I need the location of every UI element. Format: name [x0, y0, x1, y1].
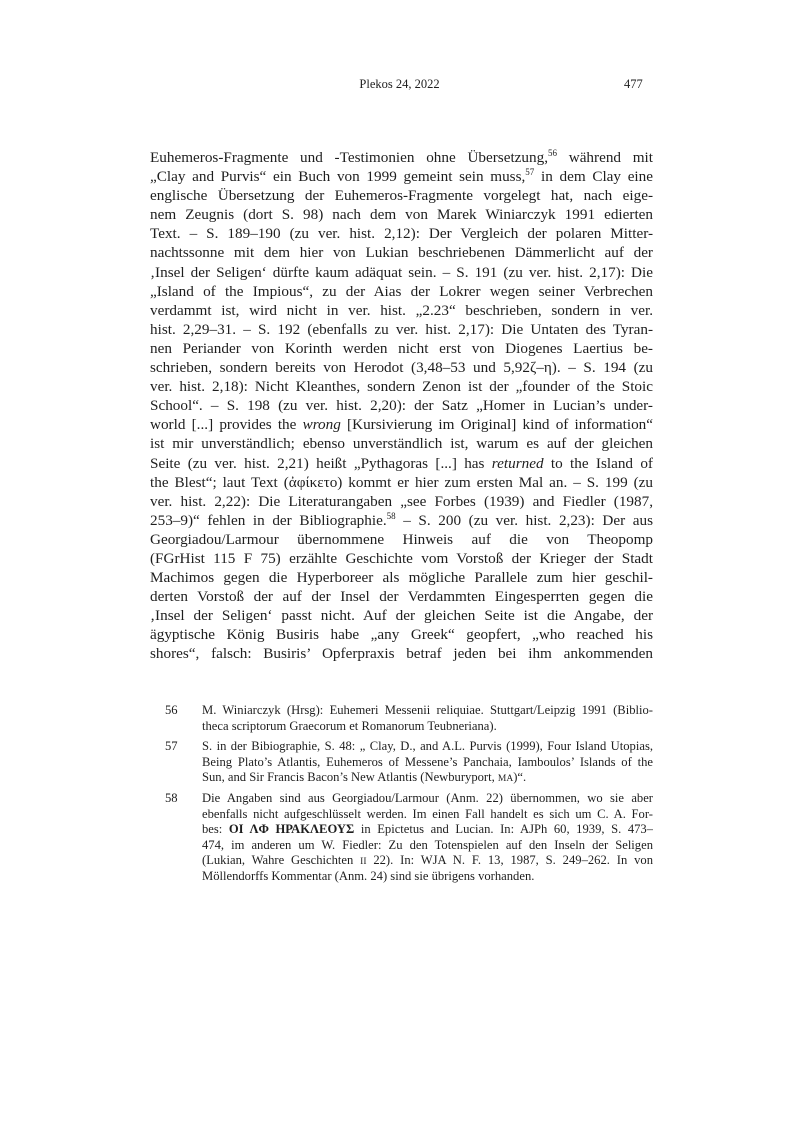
text-line [150, 377, 653, 396]
text-segment: School“. – S. 198 (zu ver. hist. 2,20): der Satz „Homer in Lucian’s under- [150, 397, 653, 415]
text-line [150, 568, 653, 587]
text-line [202, 822, 653, 838]
text-line [150, 454, 653, 473]
text-line [150, 492, 653, 511]
text-line [202, 807, 653, 823]
footnote [165, 791, 653, 885]
text-segment: 22). In: WJA N. F. 13, 1987, S. 249–262. In von [366, 853, 653, 868]
footnote [165, 703, 653, 734]
text-segment: nachtssonne mit dem hier von Lukian beschriebenen Dämmerlicht auf der [150, 244, 653, 262]
text-segment: ‚Insel der Seligen‘ dürfte kaum adäquat sein. – S. 191 (zu ver. hist. 2,17): Die [150, 263, 653, 281]
text-line [150, 511, 653, 530]
text-segment: hist. 2,29–31. – S. 192 (ebenfalls zu ver. hist. 2,17): Die Untaten des Tyran- [150, 320, 653, 338]
text-line [150, 339, 653, 358]
text-line [202, 770, 653, 786]
footnote-number: 56 [165, 703, 178, 717]
footnote-number: 58 [165, 790, 178, 805]
footnote-number: 57 [165, 739, 178, 754]
text-line [150, 434, 653, 453]
text-line [150, 224, 653, 243]
footnote-ref[interactable]: 58 [386, 510, 396, 521]
footnote-text [202, 739, 653, 786]
text-segment: (Lukian, Wahre Geschichten [202, 853, 361, 868]
text-line [150, 301, 653, 320]
text-line [150, 396, 653, 415]
text-segment: to the Island of [543, 454, 653, 472]
text-segment: II [360, 857, 367, 868]
text-line [150, 148, 653, 167]
text-segment: wrong [302, 416, 341, 434]
text-line [150, 644, 653, 663]
text-line [202, 719, 653, 735]
text-segment: während mit [557, 149, 653, 166]
text-line [202, 739, 653, 755]
text-line [202, 838, 653, 854]
text-line [150, 263, 653, 282]
text-line [150, 549, 653, 568]
footnote-ref[interactable]: 57 [525, 167, 535, 178]
text-line [202, 755, 653, 771]
text-segment: 253–9)“ fehlen in der Bibliographie. [150, 511, 387, 529]
text-line [150, 243, 653, 262]
text-segment: ΟΙ ΛΦ ΗΡΑΚΛΕΟΥΣ [228, 822, 355, 837]
text-line [202, 791, 653, 807]
text-segment: ist mir unverständlich; ebenso unverständlich ist, warum es auf der gleichen [150, 435, 653, 453]
text-segment: – S. 200 (zu ver. hist. 2,23): Der aus [395, 511, 653, 529]
text-segment: Möllendorffs Kommentar (Anm. 24) sind sie übrigens vorhanden. [202, 868, 535, 883]
text-segment: shores“, falsch: Busiris’ Opferpraxis betraf jeden bei ihm ankommenden [150, 645, 653, 663]
text-line [150, 205, 653, 224]
body-text [150, 148, 653, 664]
text-line [150, 320, 653, 339]
text-line [150, 282, 653, 301]
text-segment: in Epictetus and Lucian. In: AJPh 60, 1939, S. 473– [354, 822, 653, 837]
text-segment: derten Vorstoß der auf der Insel der Verdammten Eingesperrten gegen die [150, 588, 653, 606]
text-segment: returned [491, 454, 544, 472]
text-segment: the Blest“; laut Text (ἀφίκετο) kommt er hier zum ersten Mal an. – S. 199 (zu [150, 473, 653, 491]
text-segment: Euhemeros-Fragmente und -Testimonien ohne Übersetzung, [150, 149, 548, 166]
text-segment: ver. hist. 2,22): Die Literaturangaben „see Forbes (1939) and Fiedler (1987, [150, 492, 653, 510]
text-segment: )“. [513, 770, 527, 785]
text-segment: schrieben, sondern bereits von Herodot (3,48–53 und 5,92ζ–η). – S. 194 (zu [150, 359, 653, 377]
text-segment: world [...] provides the [150, 416, 303, 434]
text-segment: M. Winiarczyk (Hrsg): Euhemeri Messenii reliquiae. Stuttgart/Leipzig 1991 (Biblio- [202, 703, 653, 717]
running-header-journal: Plekos 24, 2022 [359, 77, 440, 91]
text-segment: (FGrHist 115 F 75) erzählte Geschichte vom Vorstoß der Krieger der Stadt [150, 549, 653, 567]
text-segment: Machimos gegen die Hyperboreer als mögliche Parallele zum hier geschil- [150, 569, 653, 587]
text-line [202, 869, 653, 885]
text-line [150, 587, 653, 606]
text-segment: englische Übersetzung der Euhemeros-Fragmente vorgelegt hat, nach eige- [150, 187, 653, 205]
text-segment: 474, im anderen um W. Fiedler: Zu den Totenspielen auf den Inseln der Seligen [202, 837, 653, 852]
footnote-text [202, 703, 653, 734]
footnote-ref[interactable]: 56 [548, 148, 557, 158]
text-segment: Seite (zu ver. hist. 2,21) heißt „Pythagoras [...] has [150, 454, 492, 472]
footnote-text [202, 791, 653, 885]
text-segment: ägyptische König Busiris habe „any Greek“ geopfert, „who reached his [150, 626, 653, 644]
text-segment: S. in der Bibiographie, S. 48: „ Clay, D., and A.L. Purvis (1999), Four Island Utopias, [202, 739, 653, 754]
text-line [150, 530, 653, 549]
text-segment: Text. – S. 189–190 (zu ver. hist. 2,12): Der Vergleich der polaren Mitter- [150, 225, 653, 243]
text-line [150, 625, 653, 644]
text-line [202, 703, 653, 719]
text-segment: nen Periander von Korinth werden nicht erst von Diogenes Laertius be- [150, 339, 653, 357]
text-line [150, 167, 653, 186]
text-segment: ‚Insel der Seligen‘ passt nicht. Auf der gleichen Seite ist die Angabe, der [150, 607, 653, 625]
text-segment: theca scriptorum Graecorum et Romanorum Teubneriana). [202, 718, 497, 733]
text-segment: MA [497, 774, 514, 785]
text-segment: ebenfalls nicht aufgeschlüsselt werden. Im einen Fall handelt es sich um C. A. For- [202, 806, 653, 821]
text-line [150, 473, 653, 492]
text-segment: Georgiadou/Larmour übernommene Hinweis auf die von Theopomp [150, 530, 653, 548]
text-segment: verdammt ist, wird nicht in ver. hist. „2.23“ beschrieben, sondern in ver. [150, 301, 653, 319]
text-segment: ver. hist. 2,18): Nicht Kleanthes, sondern Zenon ist der „founder of the Stoic [150, 378, 653, 396]
text-segment: bes: [202, 822, 229, 837]
text-line [150, 358, 653, 377]
page-number: 477 [624, 77, 643, 91]
text-segment: Sun, and Sir Francis Bacon’s New Atlantis (Newburyport, [202, 770, 498, 785]
text-line [150, 415, 653, 434]
text-line [202, 853, 653, 869]
footnotes [165, 703, 653, 890]
text-segment: „Island of the Impious“, zu der Aias der Lokrer wegen seiner Verbrechen [150, 282, 653, 300]
text-segment: in dem Clay eine [534, 168, 653, 186]
text-segment: „Clay and Purvis“ ein Buch von 1999 gemeint sein muss, [150, 168, 526, 186]
footnote [165, 739, 653, 786]
text-segment: Being Plato’s Atlantis, Euhemeros of Messene’s Panchaia, Iamboulos’ Islands of the [202, 754, 653, 769]
text-segment: [Kursivierung im Original] kind of information“ [340, 416, 653, 434]
text-line [150, 606, 653, 625]
text-segment: Die Angaben sind aus Georgiadou/Larmour (Anm. 22) übernommen, wo sie aber [202, 790, 653, 805]
text-line [150, 186, 653, 205]
text-segment: nem Zeugnis (dort S. 98) nach dem von Marek Winiarczyk 1991 edierten [150, 206, 653, 224]
